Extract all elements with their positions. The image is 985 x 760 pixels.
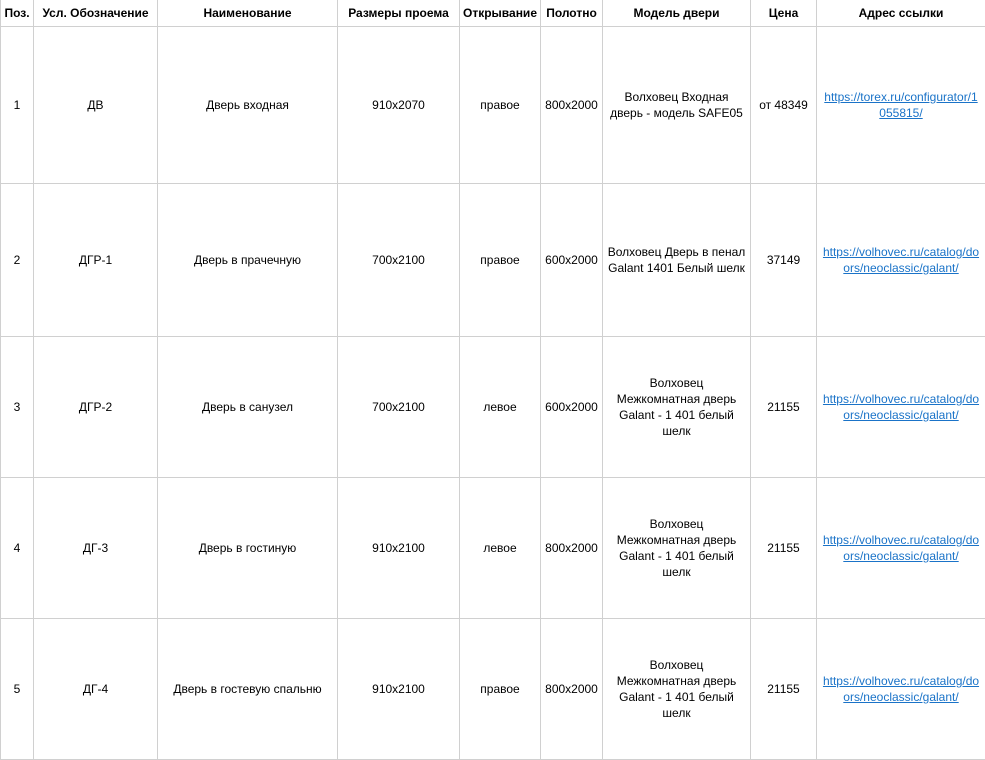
cell-name: Дверь в прачечную bbox=[158, 184, 338, 337]
cell-leaf: 800х2000 bbox=[541, 27, 603, 184]
cell-link bbox=[817, 337, 985, 478]
cell-price: 37149 bbox=[751, 184, 817, 337]
cell-opening-side: правое bbox=[460, 27, 541, 184]
cell-name: Дверь входная bbox=[158, 27, 338, 184]
table-row bbox=[1, 337, 985, 478]
cell-leaf: 600х2000 bbox=[541, 184, 603, 337]
column-header-opening-size: Размеры проема bbox=[338, 0, 460, 27]
cell-designation: ДГР-2 bbox=[34, 337, 158, 478]
product-link[interactable]: https://volhovec.ru/catalog/doors/neoclassic/galant/ bbox=[821, 673, 981, 705]
cell-name: Дверь в гостиную bbox=[158, 478, 338, 619]
column-header-price: Цена bbox=[751, 0, 817, 27]
cell-opening-side: левое bbox=[460, 337, 541, 478]
cell-name: Дверь в гостевую спальню bbox=[158, 619, 338, 760]
cell-opening-size: 910х2100 bbox=[338, 619, 460, 760]
product-link[interactable]: https://volhovec.ru/catalog/doors/neoclassic/galant/ bbox=[821, 532, 981, 564]
table-row bbox=[1, 27, 985, 184]
cell-designation: ДГ-3 bbox=[34, 478, 158, 619]
cell-model: Волховец Межкомнатная дверь Galant - 1 401 белый шелк bbox=[603, 478, 751, 619]
cell-designation: ДВ bbox=[34, 27, 158, 184]
table-row bbox=[1, 184, 985, 337]
column-header-name: Наименование bbox=[158, 0, 338, 27]
cell-link bbox=[817, 184, 985, 337]
column-header-position: Поз. bbox=[1, 0, 34, 27]
cell-opening-size: 910х2070 bbox=[338, 27, 460, 184]
cell-model: Волховец Межкомнатная дверь Galant - 1 401 белый шелк bbox=[603, 619, 751, 760]
product-link[interactable]: https://torex.ru/configurator/1055815/ bbox=[821, 89, 981, 121]
cell-link bbox=[817, 619, 985, 760]
table-row bbox=[1, 619, 985, 760]
cell-link bbox=[817, 478, 985, 619]
column-header-opening-side: Открывание bbox=[460, 0, 541, 27]
cell-opening-size: 700х2100 bbox=[338, 337, 460, 478]
cell-position: 1 bbox=[1, 27, 34, 184]
cell-leaf: 800х2000 bbox=[541, 619, 603, 760]
cell-opening-side: левое bbox=[460, 478, 541, 619]
cell-opening-size: 910х2100 bbox=[338, 478, 460, 619]
cell-model: Волховец Входная дверь - модель SAFE05 bbox=[603, 27, 751, 184]
cell-designation: ДГР-1 bbox=[34, 184, 158, 337]
table-header-row bbox=[1, 0, 985, 27]
cell-designation: ДГ-4 bbox=[34, 619, 158, 760]
cell-model: Волховец Дверь в пенал Galant 1401 Белый шелк bbox=[603, 184, 751, 337]
column-header-leaf: Полотно bbox=[541, 0, 603, 27]
column-header-model: Модель двери bbox=[603, 0, 751, 27]
cell-leaf: 600х2000 bbox=[541, 337, 603, 478]
cell-opening-side: правое bbox=[460, 184, 541, 337]
cell-price: 21155 bbox=[751, 478, 817, 619]
cell-opening-side: правое bbox=[460, 619, 541, 760]
cell-leaf: 800х2000 bbox=[541, 478, 603, 619]
cell-position: 2 bbox=[1, 184, 34, 337]
column-header-designation: Усл. Обозначение bbox=[34, 0, 158, 27]
cell-price: 21155 bbox=[751, 619, 817, 760]
cell-opening-size: 700х2100 bbox=[338, 184, 460, 337]
table-row bbox=[1, 478, 985, 619]
cell-price: 21155 bbox=[751, 337, 817, 478]
product-link[interactable]: https://volhovec.ru/catalog/doors/neoclassic/galant/ bbox=[821, 244, 981, 276]
cell-position: 5 bbox=[1, 619, 34, 760]
cell-model: Волховец Межкомнатная дверь Galant - 1 401 белый шелк bbox=[603, 337, 751, 478]
cell-position: 4 bbox=[1, 478, 34, 619]
column-header-link: Адрес ссылки bbox=[817, 0, 985, 27]
cell-link bbox=[817, 27, 985, 184]
cell-price: от 48349 bbox=[751, 27, 817, 184]
product-link[interactable]: https://volhovec.ru/catalog/doors/neoclassic/galant/ bbox=[821, 391, 981, 423]
cell-name: Дверь в санузел bbox=[158, 337, 338, 478]
cell-position: 3 bbox=[1, 337, 34, 478]
